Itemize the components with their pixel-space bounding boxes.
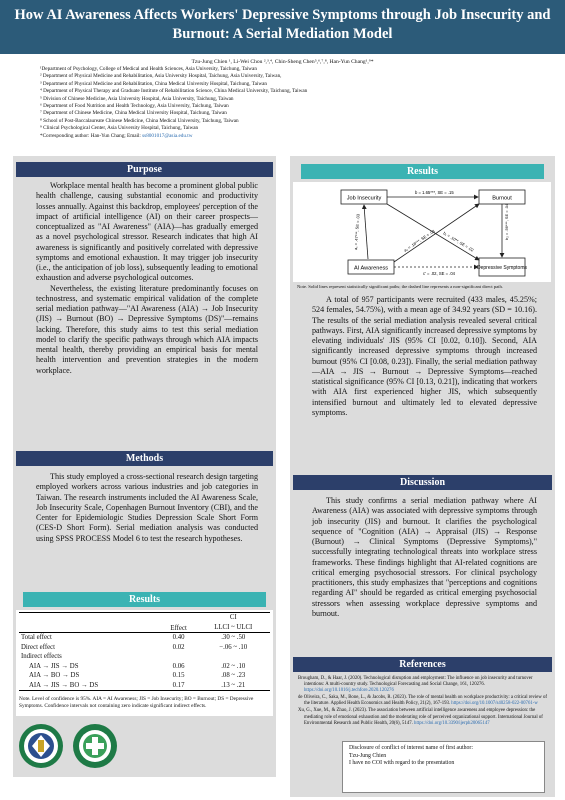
node-ai-awareness-label: AI Awareness	[353, 265, 389, 272]
reference-item: Brougham, D., & Haar, J. (2020). Technological disruption and employment: The influence on job insecurity and turnover intentions: A multi-country study. Technological Forecasting and Social Change, 161, 120276. https://doi.org/10.1016/j.techfore.2020.120276	[298, 676, 533, 694]
affiliation: ⁶ Department of Food Nutrition and Health Technology, Asia University, Taichung, Taiwan	[40, 103, 229, 110]
discussion-text	[312, 496, 537, 619]
affiliation: ² Department of Physical Medicine and Rehabilitation, Asia University Hospital, Taichung, Asia University, Taiwan,	[40, 73, 282, 80]
methods-heading: Methods	[16, 451, 273, 466]
affiliation: ⁵ Division of Chinese Medicine, Asia University Hospital, Asia University, Taichung, Taiwan	[40, 95, 234, 102]
diagram-note: Note. Solid lines represent statistically significant paths; the dashed line represents a non-significant direct path.	[297, 284, 503, 289]
path-aia-bo	[394, 204, 479, 262]
path-aia-ds-label: c' = .02, SE = .04	[423, 271, 455, 276]
results-heading-right: Results	[301, 164, 544, 179]
email-link[interactable]: ss8001017@asia.edu.tw	[142, 132, 193, 139]
disclosure-line: I have no COI with regard to the presentation	[349, 760, 455, 766]
path-aia-bo-label: a₂ = .18***, SE = .03	[402, 228, 436, 253]
table-header-row	[19, 613, 270, 623]
table-note: Note. Level of confidence is 95%. AIA = AI Awareness; JIS = Job Insecurity; BO = Burnout; DS = Depressive Symptoms. Confidence intervals not containing zero indicate significant indirect effects.	[19, 696, 254, 709]
table-row: AIA → BO → DS 0.15 .08 ~ .23	[29, 672, 246, 680]
affiliation: ⁹ Clinical Psychological Center, Asia University Hospital, Taichung, Taiwan	[40, 125, 199, 132]
reference-link[interactable]: https://doi.org/10.3390/ijerph20065147	[414, 720, 490, 726]
table-row: AIA → JIS → BO → DS 0.17 .13 ~ .21	[19, 681, 270, 691]
path-aia-jis-label: a₁ = .47***, SE = .03	[353, 213, 361, 251]
path-jis-bo-label: b = 1.65***, SE = .15	[415, 190, 454, 195]
author-list: Tzu-Jung Chien ¹, Li-Wei Chou ²,³,⁴, Chin-Sheng Chen⁵,⁶,⁷,⁸, Han-Yun Chang¹,⁹*	[191, 59, 374, 65]
university-logo	[18, 722, 64, 770]
node-burnout-label: Burnout	[492, 195, 512, 202]
disclosure-line: Tzu-Jung Chien	[349, 752, 387, 759]
col-effect-header: Effect	[170, 625, 187, 632]
purpose-paragraph: Workplace mental health has become a prominent global public health challenge, causing substantial economic and productivity losses annually. Against this backdrop, employees' perception of the impact of artificial intelligence (AI) on their career prospects—conceptualized as "AI Awareness" (AIA)—has gradually emerged as a novel psychological stressor. Research indicates that high AI awareness is significantly and positively correlated with depressive symptoms and emotional exhaustion. It may trigger job insecurity (i.e., the anticipation of job loss), subsequently leading to emotional exhaustion and adverse psychological outcomes.	[36, 181, 258, 283]
results-table-box	[16, 610, 273, 716]
node-depressive-symptoms-label: Depressive Symptoms	[476, 265, 528, 271]
purpose-paragraph: Nevertheless, the existing literature predominantly focuses on technostress, and systematic empirical validation of the complete serial mediation pathway—"AI Awareness (AIA) → Job Insecurity (JIS) → Burnout (BO) → Depressive Symptoms (DS)"—remains lacking. Therefore, this study aims to test this serial mediation model to clarify the specific pathways through which AIA impacts mental health, thereby providing an empirical basis for mental health intervention and prevention strategies in the modern workplace.	[36, 283, 258, 375]
affiliation: ³ Department of Physical Medicine and Rehabilitation, China Medical University Hospital, Taichung, Taiwan	[40, 80, 267, 87]
references-heading: References	[293, 657, 552, 672]
purpose-text	[36, 181, 258, 376]
reference-item: Xu, G., Xue, M., & Zhao, J. (2023). The association between artificial intelligence awareness and employee depression: the mediating role of emotional exhaustion and the moderating role of perceived organizational support. International Journal of Environmental Research and Public Health, 20(6), 5147. https://doi.org/10.3390/ijerph20065147	[298, 708, 543, 726]
col-ci-subheader: LLCI ~ ULCI	[214, 623, 253, 631]
discussion-paragraph: This study confirms a serial mediation pathway where AI Awareness (AIA) was associated with depressive symptoms through job insecurity (JIS) and burnout. It clarifies the psychological sequence of "Cognition (AIA) → Appraisal (JIS) → Response (Burnout) → Clinical Symptoms (Depressive Symptoms)," successfully integrating technological threats into workplace stress frameworks. These findings highlight that AI-related cognitions are critical emerging psychosocial stressors. For clinical psychology practitioners, this study emphasizes that "perceptions and cognitions regarding AI" should be regarded as critical emerging psychosocial stressors when assessing workplace depressive symptoms and burnout.	[312, 496, 537, 618]
affiliation: ⁴ Department of Physical Therapy and Graduate Institute of Rehabilitation Science, China Medical University, Taichung, Taiwan	[40, 88, 308, 95]
discussion-heading: Discussion	[293, 475, 552, 490]
node-job-insecurity-label: Job Insecurity	[346, 195, 382, 202]
reference-item: de Oliveira, C., Saka, M., Bone, L., & Jacobs, R. (2023). The role of mental health on workplace productivity: a critical review of the literature. Applied Health Economics and Health Policy, 21(2), 167-193. https://doi.org/10.1007/s40258-022-00761-w	[298, 695, 548, 707]
table-row: Indirect effects	[21, 653, 62, 661]
hospital-logo	[72, 722, 118, 770]
mediation-diagram-svg	[293, 182, 551, 282]
affiliation: ⁸ School of Post-Baccalaureate Chinese Medicine, China Medical University, Taichung, Taiwan	[40, 117, 239, 124]
path-jis-ds-label: b₁ = .10**, SE = .02	[442, 230, 475, 253]
affiliation: ¹Department of Psychology, College of Medical and Health Sciences, Asia University, Taichung, Taiwan	[40, 66, 257, 72]
table-subheader-row	[19, 623, 270, 633]
table-row: Direct effect 0.02 −.06 ~ .10	[21, 643, 248, 651]
affiliation: ⁷ Department of Chinese Medicine, China Medical University Hospital, Taichung, Taiwan	[40, 110, 227, 117]
methods-paragraph: This study employed a cross-sectional research design targeting employed workers across various industries and job categories in Taiwan. The research instruments included the AI Awareness Scale, Job Insecurity Scale, Copenhagen Burnout Inventory (CBI), and the Center for Epidemiologic Studies Depression Scale Short Form (CES-D Short Form). Serial mediation analysis was conducted using SPSS PROCESS Model 6 to test the research hypotheses.	[36, 472, 258, 543]
results-heading-left: Results	[23, 592, 266, 607]
col-ci-header: CI	[229, 614, 237, 622]
results-text	[312, 295, 537, 418]
disclosure-line: Disclosure of conflict of interest name of first author:	[349, 745, 473, 751]
purpose-heading: Purpose	[16, 162, 273, 177]
corresponding-author: *Corresponding author: Han-Yun Chang; Email: ss8001017@asia.edu.tw	[40, 132, 193, 139]
poster-title: How AI Awareness Affects Workers' Depressive Symptoms through Job Insecurity and Burnout: A Serial Mediation Model	[14, 7, 551, 42]
affiliation-list	[40, 66, 540, 140]
results-paragraph: A total of 957 participants were recruited (433 males, 45.25%; 524 females, 54.75%), with a mean age of 34.92 years (SD = 10.16). The results of the serial mediation analysis revealed several critical pathways. First, AIA significantly increased depressive symptoms by elevating individuals' JIS (95% CI [0.02, 0.10]). Second, AIA significantly increased depressive symptoms through increased burnout (95% CI [0.08, 0.23]). Finally, the serial mediation pathway—AIA → JIS → Burnout → Depressive Symptoms—reached statistical significance (95% CI [0.13, 0.21]), indicating that workers with AIA first experienced higher JIS, which subsequently intensified burnout and ultimately led to elevated depressive symptoms.	[312, 295, 537, 417]
reference-link[interactable]: https://doi.org/10.1007/s40258-022-00761-w	[451, 701, 538, 707]
reference-list	[298, 676, 550, 728]
reference-link[interactable]: https://doi.org/10.1016/j.techfore.2020.120276	[304, 688, 394, 694]
table-row: Total effect 0.40 .30 ~ .50	[21, 634, 246, 642]
methods-text	[36, 472, 258, 544]
results-table	[19, 612, 270, 691]
table-row: AIA → JIS → DS 0.06 .02 ~ .10	[29, 662, 246, 670]
path-jis-ds	[387, 204, 479, 260]
mediation-diagram	[293, 182, 551, 282]
coi-disclosure-box	[342, 741, 545, 793]
path-aia-jis	[364, 205, 368, 259]
path-bo-ds-label: b₂ = .56***, SE = .04	[504, 203, 509, 240]
